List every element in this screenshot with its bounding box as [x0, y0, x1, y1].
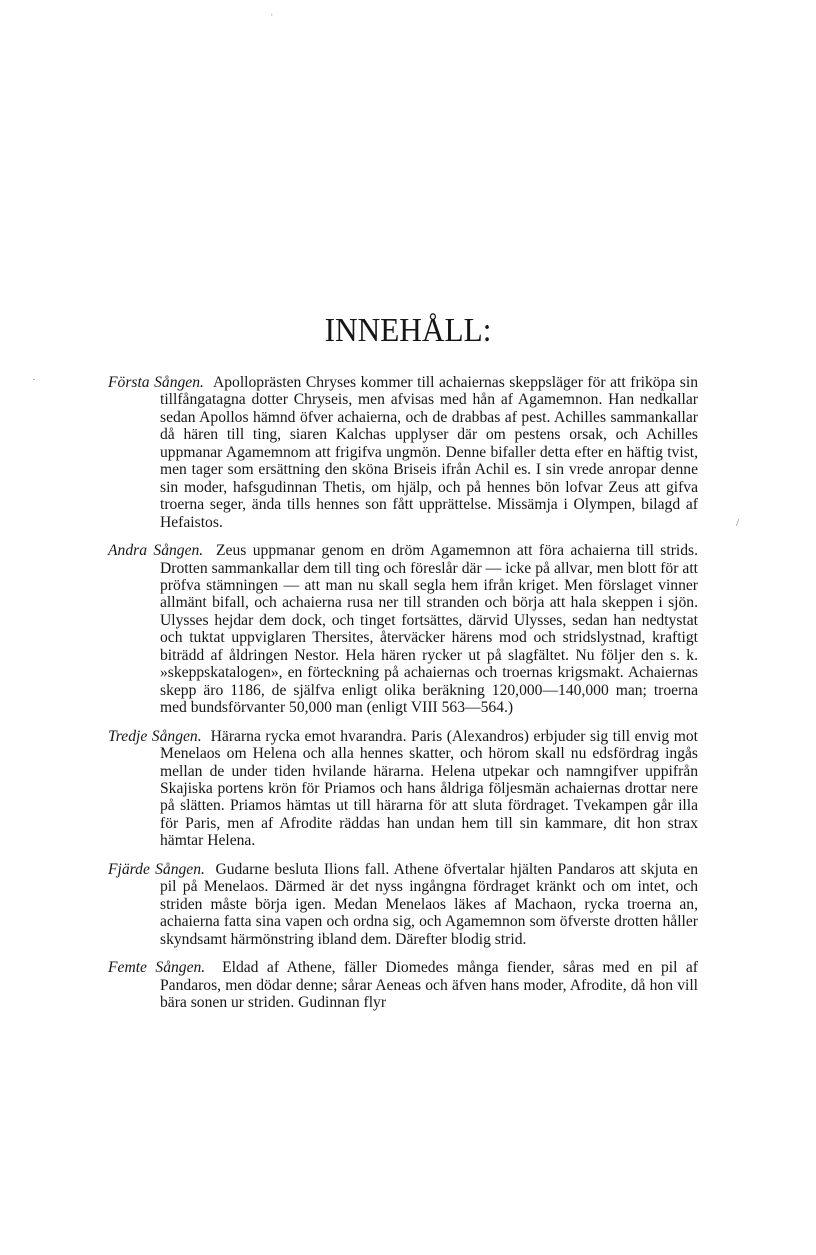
scan-speck: ˈ — [270, 12, 274, 24]
entry-heading: Fjärde Sången. — [108, 860, 205, 878]
entry-tredje-sangen — [108, 728, 698, 850]
entry-text: Apolloprästen Chryses kommer till achaiernas skeppsläger för att friköpa sin tillfångatagna dotter Chryseis, men afvisas med hån af Agamemnon. Han nedkallar sedan Apollos hämnd öfver achaierna, och de drabbas af pest. Achilles sammankallar då hären till ting, siaren Kalchas upplyser där om pestens orsak, och Achilles uppmanar Agamemnom att frigifva ungmön. Denne bifaller detta efter en häftig tvist, men tager som ersättning den sköna Briseis ifrån Achil es. I sin vrede anropar denne sin moder, hafsgudinnan Thetis, om hjälp, och på hennes bön lofvar Zeus att gifva troerna seger, ända tills hennes son fått upprättelse. Missämja i Olympen, bilagd af Hefaistos. — [160, 374, 698, 531]
entry-femte-sangen — [108, 959, 698, 1011]
entry-heading: Första Sången. — [108, 374, 204, 391]
entry-andra-sangen — [108, 542, 698, 717]
entry-heading: Femte Sången. — [108, 959, 206, 977]
scan-speck: / — [736, 517, 740, 529]
entry-forsta-sangen — [108, 374, 698, 531]
entry-fjarde-sangen — [108, 861, 698, 948]
entry-heading: Andra Sången. — [108, 542, 204, 560]
entry-heading: Tredje Sången. — [108, 727, 202, 745]
entry-text: Gudarne besluta Ilions fall. Athene öfvertalar hjälten Pandaros att skjuta en pil på Menelaos. Därmed är det nyss ingångna fördraget kränkt och om intet, och striden måste börja igen. Medan Menelaos läkes af Machaon, rycka troerna an, achaierna fatta sina vapen och ordna sig, och Agamemnon som öfverste drotten håller skyndsamt härmönstring ibland dem. Därefter blodig strid. — [160, 860, 698, 948]
entry-text: Eldad af Athene, fäller Diomedes många fiender, såras med en pil af Pandaros, men dödar denne; sårar Aeneas och äfven hans moder, Afrodite, då hon vill bära sonen ur striden. Gudinnan flyr — [160, 959, 698, 1011]
page-title: INNEHÅLL: — [324, 312, 492, 349]
contents-list — [108, 374, 698, 1022]
scan-speck: · — [32, 374, 36, 386]
entry-text: Härarna rycka emot hvarandra. Paris (Alexandros) erbjuder sig till envig mot Menelaos om Helena och alla hennes skatter, och hörom skall nu edsfördrag ingås mellan de under tiden hvilande härarna. Helena utpekar och namngifver uppifrån Skajiska portens krön för Priamos och hans åldriga följesmän achaiernas drottar nere på slätten. Priamos hämtas ut till härarna för att sluta fördraget. Tvekampen går illa för Paris, men af Afrodite räddas han undan hem till sin kammare, dit hon strax hämtar Helena. — [160, 727, 699, 850]
entry-text: Zeus uppmanar genom en dröm Agamemnon att föra achaierna till strids. Drotten sammankallar dem till ting och föreslår där — icke på allvar, men blott för att pröfva stämningen — att man nu skall segla hem ifrån kriget. Men förslaget vinner allmänt bifall, och achaierna rusa ner till stranden och börja att hala skeppen i sjön. Ulysses hejdar dem dock, och tinget fortsättes, därvid Ulysses, sedan han nedtystat och tuktat uppviglaren Thersites, återväcker härens mod och stridslystnad, kraftigt biträdd af åldringen Nestor. Hela hären rycker ut på slagfältet. Nu följer den s. k. »skeppskatalogen», en förteckning på achaiernas och troernas krigsmakt. Achaiernas skepp äro 1186, de själfva enligt olika beräkning 120,000—140,000 man; troerna med bundsförvanter 50,000 man (enligt VIII 563—564.) — [160, 542, 698, 717]
